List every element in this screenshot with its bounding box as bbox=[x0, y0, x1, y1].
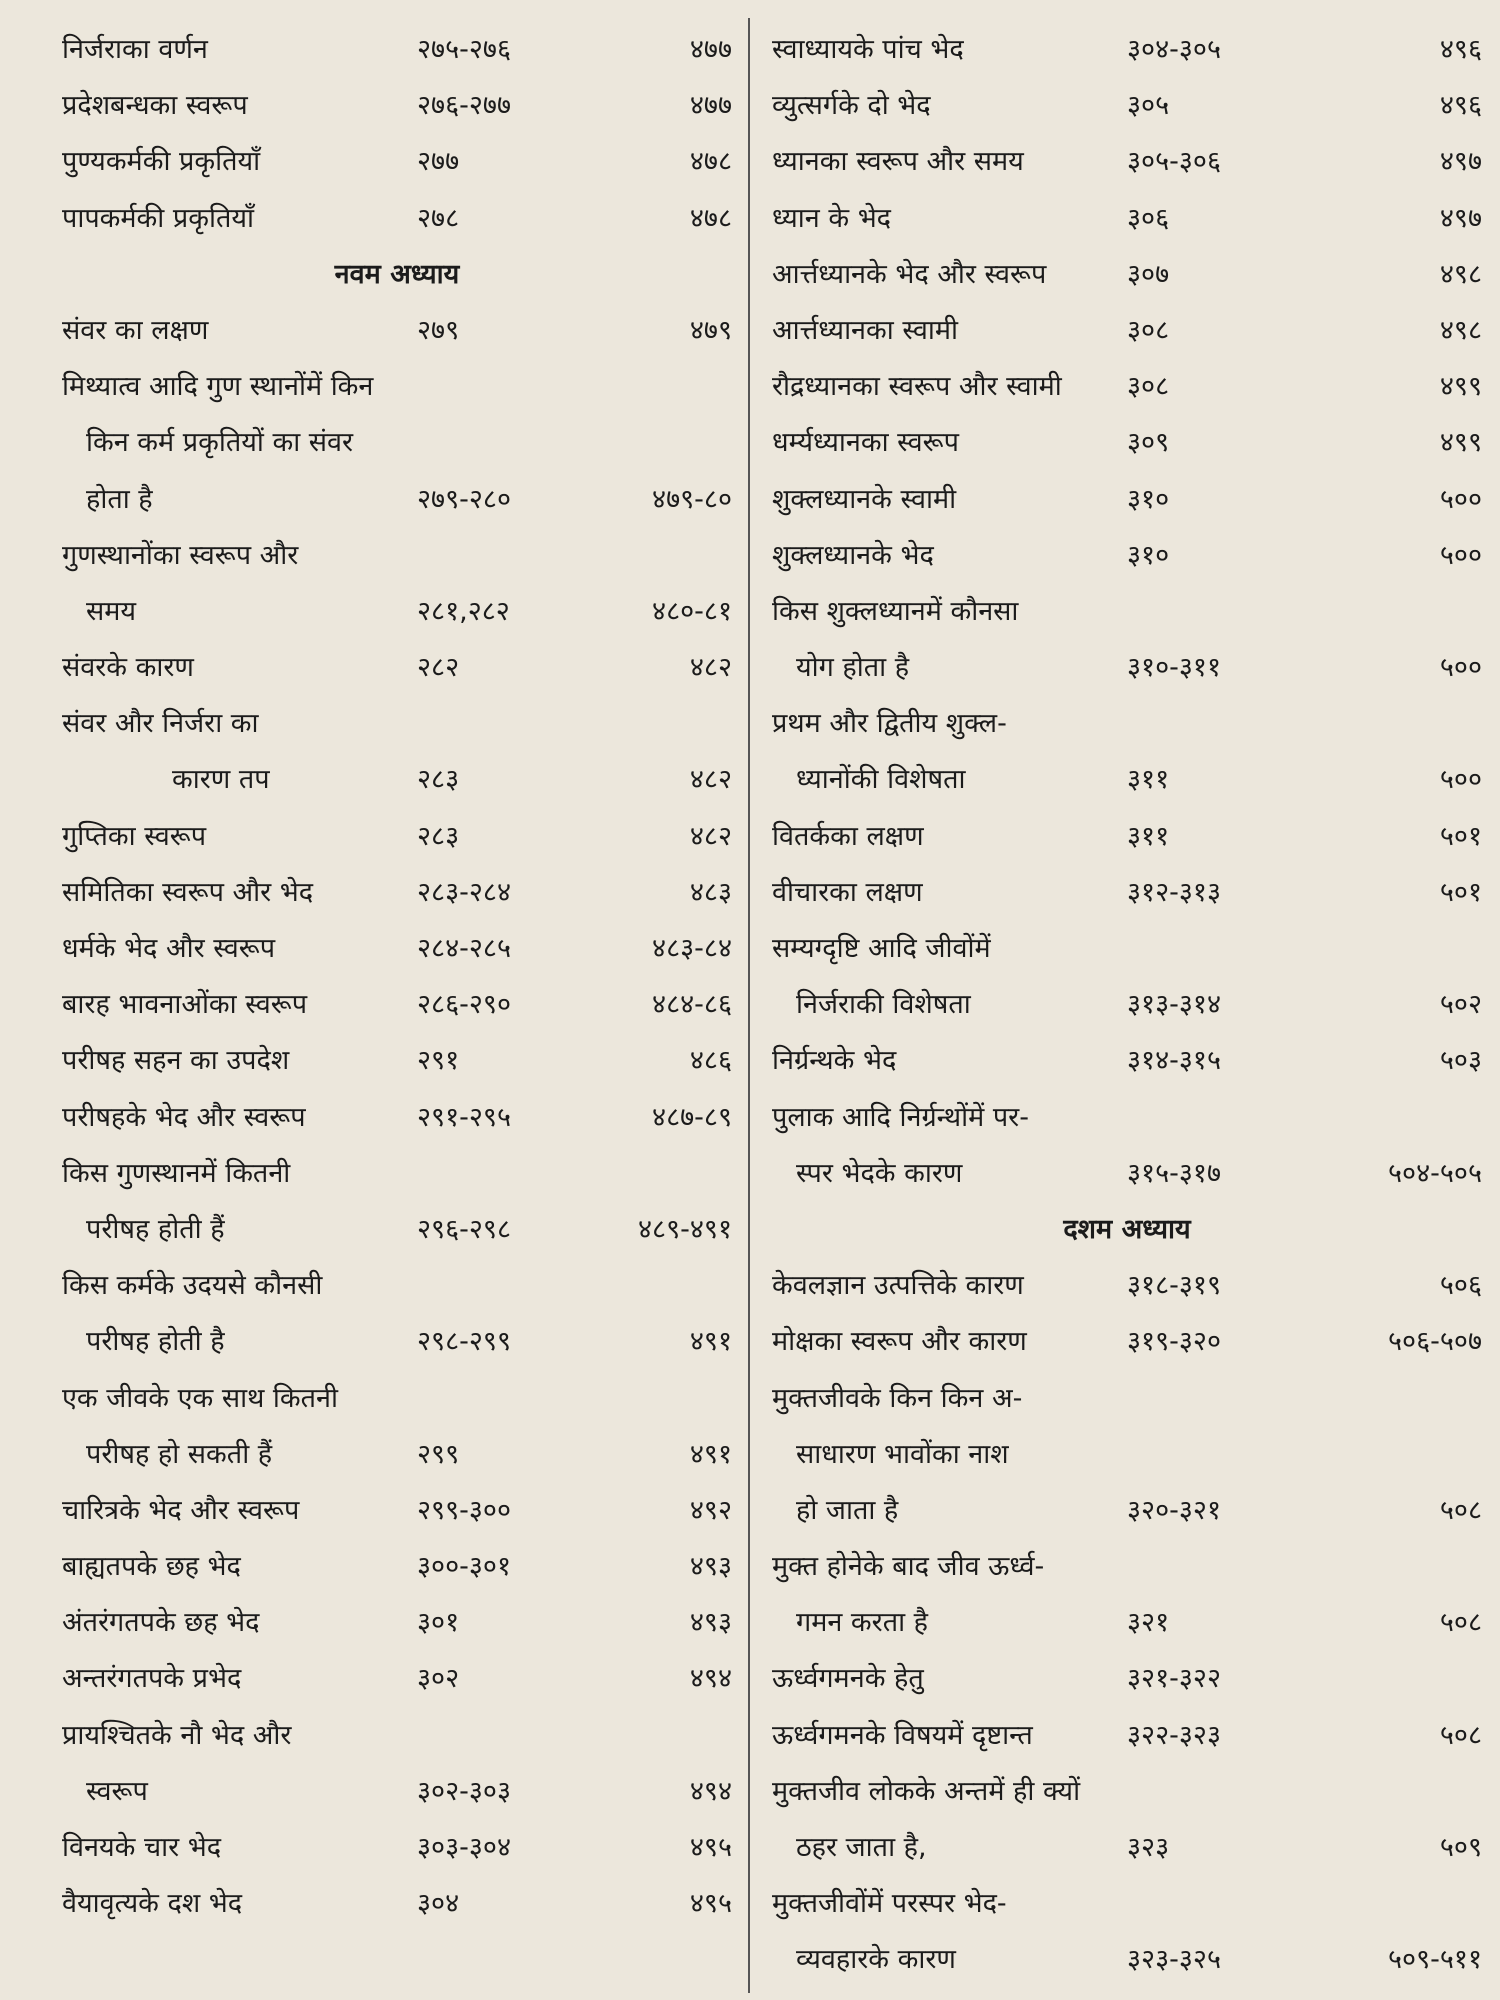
entry-page-number: ५०६-५०७ bbox=[1388, 1326, 1482, 1358]
entry-page-number: ४८४-८६ bbox=[652, 989, 732, 1021]
entry-text: पापकर्मकी प्रकृतियाँ bbox=[62, 202, 254, 234]
entry-page-number: ४९१ bbox=[689, 1326, 732, 1358]
entry-source-pages: ३२१ bbox=[1127, 1607, 1170, 1639]
entry-text: धर्मके भेद और स्वरूप bbox=[62, 933, 276, 964]
entry-page-number: ४९९ bbox=[1439, 371, 1482, 403]
entry-source-pages: ३२३ bbox=[1127, 1832, 1170, 1863]
entry-page-number: ४८६ bbox=[689, 1045, 732, 1077]
entry-text: आर्त्तध्यानके भेद और स्वरूप bbox=[772, 258, 1047, 290]
right-column bbox=[772, 22, 1482, 1989]
entry-text: व्युत्सर्गके दो भेद bbox=[772, 90, 931, 122]
entry-source-pages: २८३ bbox=[417, 820, 460, 852]
index-entry bbox=[772, 1314, 1482, 1370]
entry-page-number: ५०९-५११ bbox=[1388, 1944, 1482, 1976]
entry-text: वितर्कका लक्षण bbox=[772, 820, 924, 852]
index-entry bbox=[62, 1090, 732, 1146]
index-entry bbox=[772, 1820, 1482, 1876]
entry-source-pages: ३०१ bbox=[417, 1607, 460, 1639]
entry-source-pages: २८२ bbox=[417, 652, 460, 684]
index-entry bbox=[62, 584, 732, 640]
entry-text: ऊर्ध्वगमनके हेतु bbox=[772, 1663, 924, 1695]
entry-text: प्रथम और द्वितीय शुक्ल- bbox=[772, 708, 1007, 740]
entry-page-number: ४८७-८९ bbox=[652, 1101, 732, 1133]
entry-text: मुक्तजीव लोकके अन्तमें ही क्यों bbox=[772, 1775, 1081, 1807]
index-entry bbox=[772, 1539, 1482, 1595]
entry-source-pages: ३१९-३२० bbox=[1127, 1326, 1221, 1358]
entry-page-number: ४७७ bbox=[689, 34, 732, 65]
index-entry bbox=[62, 134, 732, 190]
entry-page-number: ४९३ bbox=[689, 1607, 732, 1639]
entry-text: निर्ग्रन्थके भेद bbox=[772, 1045, 897, 1077]
entry-page-number: ५०० bbox=[1439, 764, 1482, 796]
entry-source-pages: २८३-२८४ bbox=[417, 876, 511, 908]
entry-source-pages: ३२२-३२३ bbox=[1127, 1719, 1221, 1751]
index-entry bbox=[772, 472, 1482, 528]
entry-source-pages: २८३ bbox=[417, 764, 460, 796]
entry-source-pages: ३०३-३०४ bbox=[417, 1832, 511, 1863]
entry-text: विनयके चार भेद bbox=[62, 1832, 222, 1863]
chapter-heading bbox=[772, 1202, 1482, 1258]
entry-page-number: ५०३ bbox=[1439, 1045, 1482, 1077]
entry-text: ठहर जाता है, bbox=[796, 1832, 927, 1863]
entry-source-pages: ३०२-३०३ bbox=[417, 1775, 511, 1807]
entry-text: वीचारका लक्षण bbox=[772, 876, 923, 908]
entry-source-pages: २८१,२८२ bbox=[417, 595, 510, 627]
index-entry bbox=[772, 1876, 1482, 1932]
index-entry bbox=[62, 415, 732, 471]
index-entry bbox=[772, 1483, 1482, 1539]
index-entry bbox=[62, 1427, 732, 1483]
entry-text: संवर और निर्जरा का bbox=[62, 708, 259, 740]
entry-text: स्वाध्यायके पांच भेद bbox=[772, 34, 964, 65]
index-entry bbox=[62, 1651, 732, 1707]
index-entry bbox=[62, 1033, 732, 1089]
entry-text: चारित्रके भेद और स्वरूप bbox=[62, 1494, 300, 1526]
index-entry bbox=[772, 1258, 1482, 1314]
index-entry bbox=[772, 1090, 1482, 1146]
index-entry bbox=[772, 528, 1482, 584]
entry-page-number: ५०६ bbox=[1439, 1270, 1482, 1302]
index-entry bbox=[62, 78, 732, 134]
entry-source-pages: ३०९ bbox=[1127, 427, 1170, 459]
entry-text: परीषह होती है bbox=[86, 1326, 225, 1358]
entry-text: मिथ्यात्व आदि गुण स्थानोंमें किन bbox=[62, 371, 374, 403]
index-entry bbox=[62, 752, 732, 808]
index-entry bbox=[62, 1202, 732, 1258]
entry-page-number: ४९६ bbox=[1439, 34, 1482, 65]
entry-text: समितिका स्वरूप और भेद bbox=[62, 876, 314, 908]
chapter-heading bbox=[62, 247, 732, 303]
index-entry bbox=[772, 134, 1482, 190]
entry-text: मुक्त होनेके बाद जीव ऊर्ध्व- bbox=[772, 1551, 1045, 1583]
entry-text: किन कर्म प्रकृतियों का संवर bbox=[86, 427, 354, 459]
entry-page-number: ४७८ bbox=[689, 202, 732, 234]
index-entry bbox=[772, 1708, 1482, 1764]
entry-text: शुक्लध्यानके स्वामी bbox=[772, 483, 957, 515]
index-entry bbox=[772, 303, 1482, 359]
entry-page-number: ५०२ bbox=[1439, 989, 1482, 1021]
entry-source-pages: ३२०-३२१ bbox=[1127, 1494, 1221, 1526]
entry-page-number: ४८२ bbox=[689, 764, 732, 796]
entry-text: अंतरंगतपके छह भेद bbox=[62, 1607, 260, 1639]
entry-text: गुप्तिका स्वरूप bbox=[62, 820, 207, 852]
entry-text: शुक्लध्यानके भेद bbox=[772, 539, 934, 571]
index-entry bbox=[62, 1595, 732, 1651]
entry-source-pages: ३१० bbox=[1127, 483, 1170, 515]
entry-source-pages: ३१२-३१३ bbox=[1127, 876, 1221, 908]
entry-page-number: ५०८ bbox=[1439, 1607, 1482, 1639]
entry-source-pages: ३११ bbox=[1127, 764, 1170, 796]
index-entry bbox=[772, 921, 1482, 977]
entry-source-pages: २९८-२९९ bbox=[417, 1326, 511, 1358]
entry-page-number: ४९४ bbox=[689, 1775, 732, 1807]
index-entry bbox=[62, 1539, 732, 1595]
entry-source-pages: ३१८-३१९ bbox=[1127, 1270, 1221, 1302]
index-entry bbox=[62, 809, 732, 865]
entry-page-number: ४८२ bbox=[689, 652, 732, 684]
index-entry bbox=[772, 191, 1482, 247]
entry-text: सम्यग्दृष्टि आदि जीवोंमें bbox=[772, 933, 991, 964]
entry-source-pages: ३०८ bbox=[1127, 371, 1170, 403]
entry-page-number: ४९५ bbox=[689, 1888, 732, 1920]
entry-page-number: ४९८ bbox=[1439, 314, 1482, 346]
entry-text: संवर का लक्षण bbox=[62, 314, 209, 346]
entry-page-number: ४९४ bbox=[689, 1663, 732, 1695]
entry-source-pages: ३०६ bbox=[1127, 202, 1170, 234]
entry-text: पुण्यकर्मकी प्रकृतियाँ bbox=[62, 146, 261, 178]
entry-page-number: ५०० bbox=[1439, 652, 1482, 684]
entry-text: मुक्तजीवोंमें परस्पर भेद- bbox=[772, 1888, 1007, 1920]
index-entry bbox=[772, 1932, 1482, 1988]
entry-text: गमन करता है bbox=[796, 1607, 928, 1639]
entry-text: प्रायश्चितके नौ भेद और bbox=[62, 1719, 292, 1751]
index-entry bbox=[62, 1146, 732, 1202]
entry-source-pages: ३२३-३२५ bbox=[1127, 1944, 1221, 1976]
entry-text: बाह्यतपके छह भेद bbox=[62, 1551, 241, 1583]
index-entry bbox=[62, 977, 732, 1033]
index-entry bbox=[62, 1483, 732, 1539]
entry-source-pages: २७५-२७६ bbox=[417, 34, 511, 65]
entry-page-number: ४८०-८१ bbox=[652, 595, 732, 627]
entry-source-pages: २८६-२९० bbox=[417, 989, 511, 1021]
entry-source-pages: ३११ bbox=[1127, 820, 1170, 852]
entry-text: ध्यान के भेद bbox=[772, 202, 892, 234]
entry-page-number: ४९७ bbox=[1439, 146, 1482, 178]
entry-text: ध्यानका स्वरूप और समय bbox=[772, 146, 1024, 178]
index-entry bbox=[772, 809, 1482, 865]
entry-page-number: ४८९-४९१ bbox=[638, 1213, 732, 1245]
entry-source-pages: ३००-३०१ bbox=[417, 1551, 511, 1583]
entry-source-pages: २९१-२९५ bbox=[417, 1101, 511, 1133]
entry-text: परीषह होती हैं bbox=[86, 1213, 225, 1245]
entry-page-number: ४९८ bbox=[1439, 258, 1482, 290]
index-entry bbox=[62, 1764, 732, 1820]
index-entry bbox=[62, 921, 732, 977]
entry-text: हो जाता है bbox=[796, 1494, 899, 1526]
index-entry bbox=[62, 1258, 732, 1314]
entry-text: साधारण भावोंका नाश bbox=[796, 1438, 1009, 1470]
entry-text: अन्तरंगतपके प्रभेद bbox=[62, 1663, 242, 1695]
entry-source-pages: २९६-२९८ bbox=[417, 1213, 511, 1245]
index-entry bbox=[62, 528, 732, 584]
entry-page-number: ५०९ bbox=[1439, 1832, 1482, 1863]
entry-text: स्पर भेदके कारण bbox=[796, 1157, 963, 1189]
entry-source-pages: २८४-२८५ bbox=[417, 933, 511, 964]
entry-text: ऊर्ध्वगमनके विषयमें दृष्टान्त bbox=[772, 1719, 1033, 1751]
entry-text: एक जीवके एक साथ कितनी bbox=[62, 1382, 339, 1414]
entry-text: धर्म्यध्यानका स्वरूप bbox=[772, 427, 959, 459]
entry-source-pages: २७६-२७७ bbox=[417, 90, 511, 122]
entry-source-pages: २९९-३०० bbox=[417, 1494, 511, 1526]
entry-source-pages: ३०५ bbox=[1127, 90, 1170, 122]
index-entry bbox=[772, 247, 1482, 303]
entry-source-pages: ३१० bbox=[1127, 539, 1170, 571]
entry-source-pages: ३१३-३१४ bbox=[1127, 989, 1221, 1021]
entry-text: परीषहके भेद और स्वरूप bbox=[62, 1101, 306, 1133]
index-entry bbox=[62, 1371, 732, 1427]
entry-source-pages: २७८ bbox=[417, 202, 460, 234]
index-entry bbox=[772, 1595, 1482, 1651]
index-entry bbox=[772, 752, 1482, 808]
entry-page-number: ४७९ bbox=[689, 314, 732, 346]
index-entry bbox=[772, 640, 1482, 696]
entry-text: संवरके कारण bbox=[62, 652, 194, 684]
entry-page-number: ४९२ bbox=[689, 1494, 732, 1526]
entry-page-number: ५०१ bbox=[1439, 820, 1482, 852]
entry-page-number: ४८३-८४ bbox=[652, 933, 732, 964]
entry-page-number: ४९९ bbox=[1439, 427, 1482, 459]
entry-text: स्वरूप bbox=[86, 1775, 148, 1807]
index-entry bbox=[772, 865, 1482, 921]
entry-page-number: ५०० bbox=[1439, 483, 1482, 515]
entry-source-pages: ३०७ bbox=[1127, 258, 1170, 290]
entry-text: पुलाक आदि निर्ग्रन्थोंमें पर- bbox=[772, 1101, 1029, 1133]
entry-page-number: ५०८ bbox=[1439, 1719, 1482, 1751]
entry-text: गुणस्थानोंका स्वरूप और bbox=[62, 539, 299, 571]
entry-page-number: ४९१ bbox=[689, 1438, 732, 1470]
entry-page-number: ४७९-८० bbox=[652, 483, 732, 515]
entry-page-number: ४७७ bbox=[689, 90, 732, 122]
index-entry bbox=[772, 1033, 1482, 1089]
entry-text: किस कर्मके उदयसे कौनसी bbox=[62, 1270, 323, 1302]
entry-page-number: ४८३ bbox=[689, 876, 732, 908]
entry-source-pages: २७७ bbox=[417, 146, 460, 178]
index-entry bbox=[772, 415, 1482, 471]
index-entry bbox=[62, 22, 732, 78]
entry-text: रौद्रध्यानका स्वरूप और स्वामी bbox=[772, 371, 1062, 403]
heading-text: दशम अध्याय bbox=[1063, 1213, 1191, 1245]
entry-text: प्रदेशबन्धका स्वरूप bbox=[62, 90, 248, 122]
index-entry bbox=[772, 1651, 1482, 1707]
entry-source-pages: ३०८ bbox=[1127, 314, 1170, 346]
entry-page-number: ४९७ bbox=[1439, 202, 1482, 234]
index-entry bbox=[62, 865, 732, 921]
entry-page-number: ५०० bbox=[1439, 539, 1482, 571]
entry-text: किस शुक्लध्यानमें कौनसा bbox=[772, 595, 1019, 627]
index-entry bbox=[772, 359, 1482, 415]
entry-text: ध्यानोंकी विशेषता bbox=[796, 764, 966, 796]
entry-page-number: ५०४-५०५ bbox=[1388, 1157, 1482, 1189]
entry-text: निर्जराकी विशेषता bbox=[796, 989, 971, 1021]
entry-source-pages: २९९ bbox=[417, 1438, 460, 1470]
index-entry bbox=[62, 1876, 732, 1932]
entry-text: परीषह हो सकती हैं bbox=[86, 1438, 273, 1470]
index-entry bbox=[772, 696, 1482, 752]
column-divider bbox=[748, 18, 750, 1993]
entry-text: परीषह सहन का उपदेश bbox=[62, 1045, 290, 1077]
entry-page-number: ४९५ bbox=[689, 1832, 732, 1863]
index-entry bbox=[62, 359, 732, 415]
index-entry bbox=[772, 1371, 1482, 1427]
index-entry bbox=[772, 1427, 1482, 1483]
entry-text: कारण तप bbox=[172, 764, 270, 796]
entry-source-pages: ३०४ bbox=[417, 1888, 460, 1920]
entry-page-number: ४९३ bbox=[689, 1551, 732, 1583]
entry-source-pages: ३१५-३१७ bbox=[1127, 1157, 1221, 1189]
index-entry bbox=[62, 303, 732, 359]
entry-source-pages: ३१४-३१५ bbox=[1127, 1045, 1221, 1077]
entry-page-number: ४८२ bbox=[689, 820, 732, 852]
index-entry bbox=[772, 78, 1482, 134]
left-column bbox=[62, 22, 732, 1932]
entry-text: वैयावृत्यके दश भेद bbox=[62, 1888, 243, 1920]
index-entry bbox=[62, 1708, 732, 1764]
entry-text: मुक्तजीवके किन किन अ- bbox=[772, 1382, 1023, 1414]
entry-text: व्यवहारके कारण bbox=[796, 1944, 956, 1976]
index-entry bbox=[772, 1764, 1482, 1820]
entry-source-pages: ३०५-३०६ bbox=[1127, 146, 1221, 178]
index-entry bbox=[772, 584, 1482, 640]
entry-source-pages: २९१ bbox=[417, 1045, 460, 1077]
entry-page-number: ४७८ bbox=[689, 146, 732, 178]
index-entry bbox=[772, 22, 1482, 78]
entry-page-number: ५०८ bbox=[1439, 1494, 1482, 1526]
entry-page-number: ४९६ bbox=[1439, 90, 1482, 122]
index-entry bbox=[62, 191, 732, 247]
entry-source-pages: ३०४-३०५ bbox=[1127, 34, 1221, 65]
entry-source-pages: ३०२ bbox=[417, 1663, 460, 1695]
entry-text: समय bbox=[86, 595, 137, 627]
entry-source-pages: ३२१-३२२ bbox=[1127, 1663, 1221, 1695]
entry-source-pages: ३१०-३११ bbox=[1127, 652, 1221, 684]
entry-source-pages: २७९-२८० bbox=[417, 483, 511, 515]
index-entry bbox=[62, 696, 732, 752]
index-entry bbox=[772, 977, 1482, 1033]
index-entry bbox=[62, 472, 732, 528]
entry-text: होता है bbox=[86, 483, 153, 515]
entry-page-number: ५०१ bbox=[1439, 876, 1482, 908]
entry-text: योग होता है bbox=[796, 652, 910, 684]
index-entry bbox=[62, 1314, 732, 1370]
entry-text: केवलज्ञान उत्पत्तिके कारण bbox=[772, 1270, 1024, 1302]
index-entry bbox=[62, 1820, 732, 1876]
entry-text: किस गुणस्थानमें कितनी bbox=[62, 1157, 291, 1189]
entry-text: बारह भावनाओंका स्वरूप bbox=[62, 989, 308, 1021]
entry-source-pages: २७९ bbox=[417, 314, 460, 346]
entry-text: निर्जराका वर्णन bbox=[62, 34, 208, 65]
index-entry bbox=[62, 640, 732, 696]
heading-text: नवम अध्याय bbox=[334, 258, 460, 290]
index-entry bbox=[772, 1146, 1482, 1202]
entry-text: आर्त्तध्यानका स्वामी bbox=[772, 314, 958, 346]
entry-text: मोक्षका स्वरूप और कारण bbox=[772, 1326, 1027, 1358]
